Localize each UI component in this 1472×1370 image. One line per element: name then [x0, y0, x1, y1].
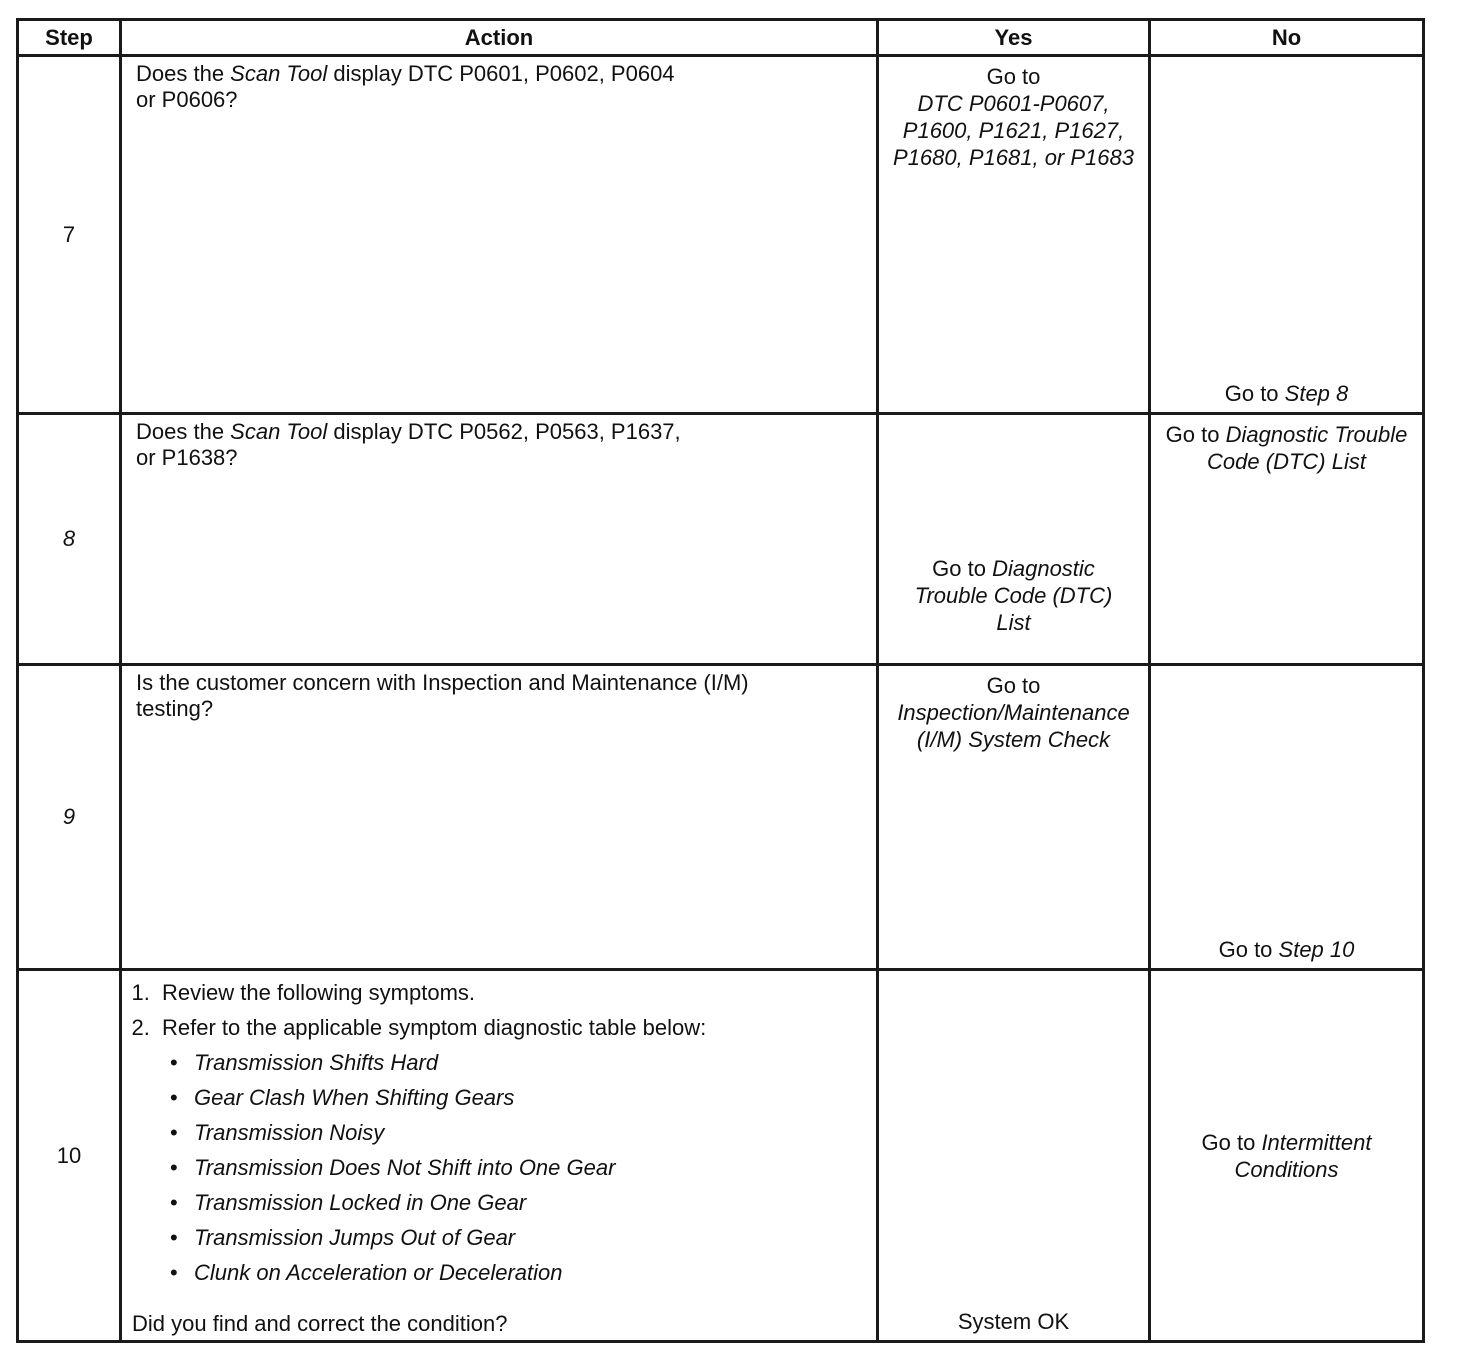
action-cell: [121, 56, 878, 414]
step-number: 7: [18, 56, 121, 414]
instruction-list: [122, 971, 876, 1290]
no-result: Go to Intermittent Conditions: [1201, 1129, 1372, 1182]
yes-cell: [878, 414, 1150, 665]
table-row-step-9: [18, 665, 1424, 970]
no-result: Go to Step 10: [1218, 937, 1355, 962]
yes-result: Go to Inspection/Maintenance (I/M) System Check: [879, 666, 1148, 753]
action-cell: [121, 970, 878, 1342]
symptom-item[interactable]: • Transmission Locked in One Gear: [170, 1185, 876, 1220]
table-row-step-8: [18, 414, 1424, 665]
no-result: Go to Step 8: [1224, 381, 1349, 406]
action-text: Does the Scan Tool display DTC P0562, P0563, P1637, or P1638?: [136, 419, 681, 470]
no-link[interactable]: Intermittent Conditions: [1234, 1129, 1372, 1182]
no-cell: [1150, 56, 1424, 414]
final-question: Did you find and correct the condition?: [132, 1311, 508, 1336]
action-text: Does the Scan Tool display DTC P0601, P0602, P0604 or P0606?: [136, 61, 675, 112]
header-action: Action: [121, 20, 878, 56]
step-number: 9: [18, 665, 121, 970]
yes-cell: [878, 970, 1150, 1342]
symptom-list: [162, 1045, 876, 1290]
symptom-item[interactable]: • Gear Clash When Shifting Gears: [170, 1080, 876, 1115]
header-no: No: [1150, 20, 1424, 56]
table-row-step-7: [18, 56, 1424, 414]
no-result: Go to Diagnostic Trouble Code (DTC) List: [1165, 422, 1408, 474]
symptom-item[interactable]: • Clunk on Acceleration or Deceleration: [170, 1255, 876, 1290]
action-cell: [121, 414, 878, 665]
no-cell: [1150, 970, 1424, 1342]
action-cell: [121, 665, 878, 970]
step-number: 10: [18, 970, 121, 1342]
table-row-step-10: [18, 970, 1424, 1342]
header-yes: Yes: [878, 20, 1150, 56]
symptom-item[interactable]: • Transmission Does Not Shift into One Gear: [170, 1150, 876, 1185]
no-cell: [1150, 665, 1424, 970]
yes-result: System OK: [957, 1309, 1070, 1334]
symptom-item[interactable]: • Transmission Shifts Hard: [170, 1045, 876, 1080]
instruction-step: 2. Refer to the applicable symptom diagnostic table below: • Transmission Shifts Hard • Gear Clash When Shifting Gears • Transmission Noisy • Transmission Does Not Shift into One Gear • Transmission Locked in One Gear • Transmission Jumps Out of Gear • Clunk on Acceleration or Deceleration: [156, 1010, 876, 1290]
instruction-step: 1. Review the following symptoms.: [156, 975, 876, 1010]
header-step: Step: [18, 20, 121, 56]
yes-cell: [878, 665, 1150, 970]
no-link[interactable]: Step 10: [1278, 937, 1355, 962]
no-cell: [1150, 414, 1424, 665]
yes-result: Go to Diagnostic Trouble Code (DTC) List: [914, 556, 1113, 635]
step-number: 8: [18, 414, 121, 665]
yes-link[interactable]: Diagnostic Trouble Code (DTC) List: [914, 556, 1113, 635]
no-link[interactable]: Diagnostic Trouble Code (DTC) List: [1207, 422, 1408, 474]
diagnostic-table: [16, 18, 1425, 1343]
yes-cell: [878, 56, 1150, 414]
yes-link[interactable]: Inspection/Maintenance (I/M) System Check: [897, 700, 1130, 752]
symptom-item[interactable]: • Transmission Noisy: [170, 1115, 876, 1150]
action-text: Is the customer concern with Inspection and Maintenance (I/M) testing?: [136, 670, 749, 721]
yes-result: Go to DTC P0601-P0607, P1600, P1621, P1627, P1680, P1681, or P1683: [879, 57, 1148, 171]
no-link[interactable]: Step 8: [1284, 381, 1349, 406]
header-row: [18, 20, 1424, 56]
symptom-item[interactable]: • Transmission Jumps Out of Gear: [170, 1220, 876, 1255]
yes-link[interactable]: DTC P0601-P0607, P1600, P1621, P1627, P1680, P1681, or P1683: [893, 91, 1134, 170]
